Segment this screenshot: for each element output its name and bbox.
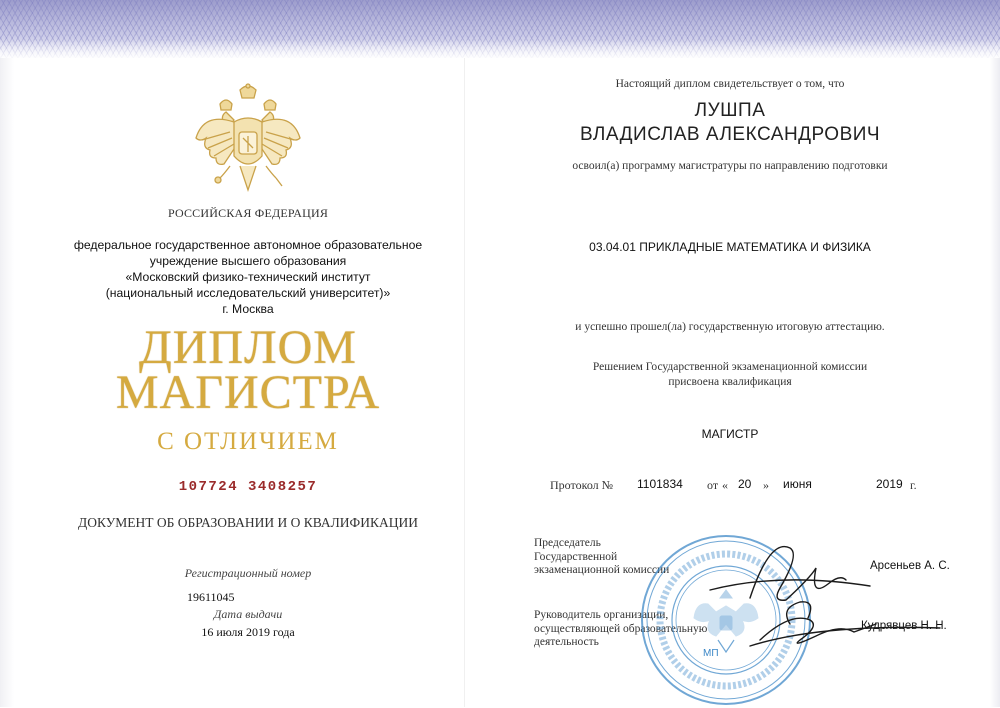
protocol-day: 20 xyxy=(738,477,752,491)
intro-text: Настоящий диплом свидетельствует о том, что xyxy=(615,78,845,90)
right-edge-shadow xyxy=(990,58,1000,707)
attestation-text: и успешно прошел(ла) государственную итоговую аттестацию. xyxy=(575,321,885,333)
organization-line: учреждение высшего образования xyxy=(149,254,347,268)
organization-line: федеральное государственное автономное образовательное xyxy=(73,238,423,252)
protocol-quote-close: » xyxy=(763,478,769,492)
eagle-emblem-icon xyxy=(190,82,306,200)
band-fade xyxy=(0,40,1000,60)
chair-title-line: Государственной xyxy=(534,550,618,563)
decision-line1: Решением Государственной экзаменационной комиссии xyxy=(592,361,868,373)
protocol-year: 2019 xyxy=(876,477,903,491)
protocol-quote-open: « xyxy=(722,478,728,492)
decision-line2: присвоена квалификация xyxy=(668,376,792,388)
diploma-title-line2: МАГИСТРА xyxy=(115,366,381,419)
country-name: РОССИЙСКАЯ ФЕДЕРАЦИЯ xyxy=(167,206,329,220)
protocol-label: Протокол № xyxy=(550,478,614,492)
head-name: Кудрявцев Н. Н. xyxy=(861,620,947,632)
graduate-given-names: ВЛАДИСЛАВ АЛЕКСАНДРОВИЧ xyxy=(579,124,881,145)
head-title-line: осуществляющей образовательную xyxy=(534,622,708,635)
registration-number: 19611045 xyxy=(187,590,235,604)
document-type: ДОКУМЕНТ ОБ ОБРАЗОВАНИИ И О КВАЛИФИКАЦИИ xyxy=(78,515,418,530)
organization-line: (национальный исследовательский университет)» xyxy=(105,286,391,300)
head-title-line: деятельность xyxy=(534,636,599,648)
organization-city: г. Москва xyxy=(222,302,274,316)
chair-title-line: экзаменационной комиссии xyxy=(534,564,670,576)
issue-date-label: Дата выдачи xyxy=(213,607,283,621)
protocol-year-suffix: г. xyxy=(910,478,917,492)
seal-mark: МП xyxy=(703,648,719,659)
serial-number: 107724 3408257 xyxy=(178,479,318,495)
diploma-title-line1: ДИПЛОМ xyxy=(139,321,357,374)
protocol-number: 1101834 xyxy=(637,477,683,491)
left-edge-shadow xyxy=(0,58,14,707)
organization-block xyxy=(50,237,446,317)
specialty: 03.04.01 ПРИКЛАДНЫЕ МАТЕМАТИКА И ФИЗИКА xyxy=(589,240,871,254)
protocol-month: июня xyxy=(783,477,812,491)
chair-name: Арсеньев А. С. xyxy=(870,560,950,572)
organization-line: «Московский физико-технический институт xyxy=(125,270,371,284)
program-text: освоил(а) программу магистратуры по направлению подготовки xyxy=(572,160,888,172)
center-fold xyxy=(464,58,465,707)
issue-date: 16 июля 2019 года xyxy=(201,625,295,639)
signature-icon xyxy=(640,528,960,658)
graduate-surname: ЛУШПА xyxy=(694,100,766,121)
head-title-line: Руководитель организации, xyxy=(534,609,669,621)
protocol-from: от xyxy=(707,478,719,492)
chair-title-line: Председатель xyxy=(534,537,601,549)
registration-number-label: Регистрационный номер xyxy=(184,566,312,580)
distinction-label: С ОТЛИЧИЕМ xyxy=(157,428,339,455)
qualification: МАГИСТР xyxy=(701,427,759,441)
